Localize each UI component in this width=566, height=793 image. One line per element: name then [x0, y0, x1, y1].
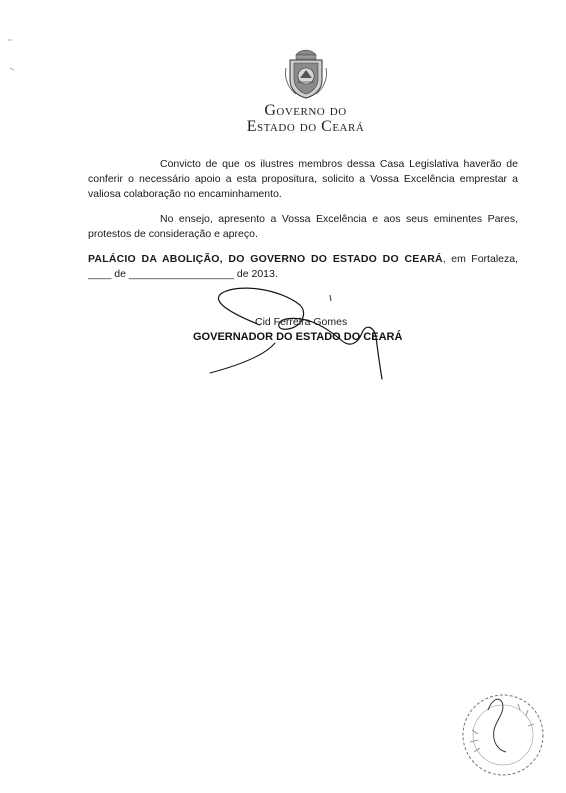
- signer-name: Cid Ferreira Gomes: [255, 316, 348, 328]
- coat-of-arms-icon: [282, 48, 330, 100]
- letterhead-line-2: Estado do Ceará: [246, 118, 365, 135]
- place-date-text: , em Fortaleza, ____ de __________________ de 2013.: [88, 253, 518, 280]
- body-paragraph-1: Convicto de que os ilustres membros dessa Casa Legislativa haverão de conferir o necessário apoio a esta propositura, solicito a Vossa Excelência emprestar a valiosa colaboração no encaminhamento.: [88, 158, 518, 200]
- closing-place-date: [88, 252, 518, 282]
- body-paragraph-2: No ensejo, apresento a Vossa Excelência e aos seus eminentes Pares, protestos de consideração e apreço.: [88, 213, 518, 240]
- signer-title: GOVERNADOR DO ESTADO DO CEARÁ: [193, 331, 403, 343]
- letterhead-line-1: Governo do: [264, 102, 347, 119]
- palace-name: PALÁCIO DA ABOLIÇÃO, DO GOVERNO DO ESTADO DO CEARÁ: [88, 253, 443, 265]
- protocol-stamp-icon: [458, 690, 548, 780]
- scan-marks: [0, 0, 30, 80]
